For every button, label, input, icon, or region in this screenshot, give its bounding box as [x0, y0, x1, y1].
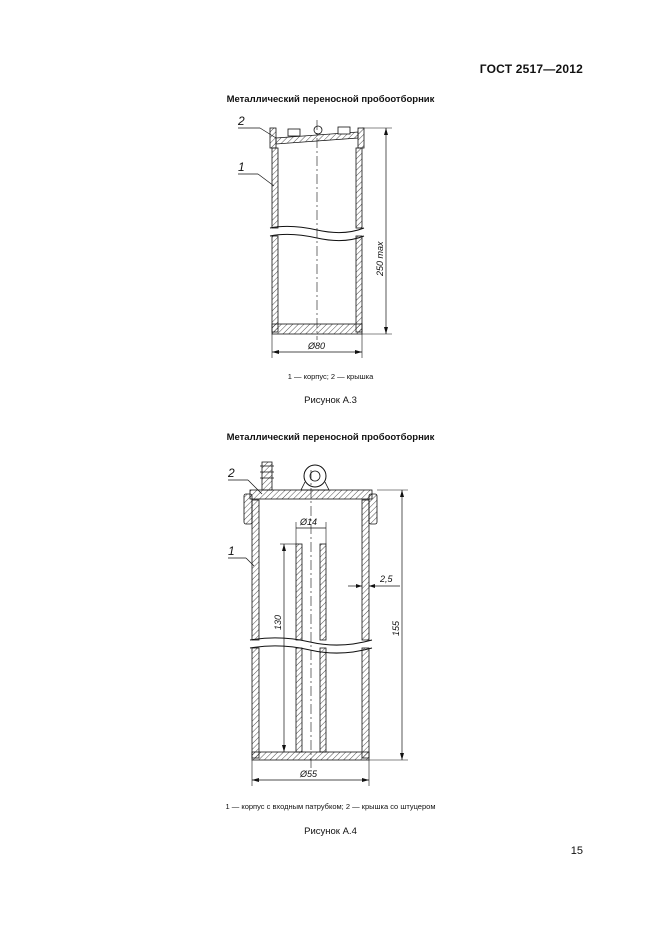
a4-lid [244, 462, 377, 524]
svg-text:1: 1 [238, 160, 245, 174]
page-header-standard: ГОСТ 2517—2012 [479, 62, 583, 76]
figure-a3-label: Рисунок А.3 [304, 395, 357, 406]
svg-text:250 max: 250 max [375, 241, 385, 276]
a4-wall-dimension [348, 574, 400, 588]
figure-a3-caption: 1 — корпус; 2 — крышка [287, 372, 374, 381]
svg-text:2: 2 [228, 466, 235, 480]
a4-tube-height-dimension [273, 544, 296, 752]
a4-diameter-dimension [252, 760, 369, 786]
svg-text:1: 1 [228, 544, 235, 558]
a4-callout-1 [228, 544, 254, 566]
page-number: 15 [570, 845, 583, 857]
svg-text:Ø14: Ø14 [300, 517, 318, 527]
svg-text:130: 130 [273, 614, 283, 630]
figure-a4-label: Рисунок А.4 [304, 826, 357, 837]
svg-text:155: 155 [391, 620, 401, 636]
figure-a4-title: Металлический переносной пробоотборник [226, 432, 435, 443]
svg-text:2: 2 [238, 114, 245, 128]
a4-height-dimension [369, 490, 408, 760]
figure-a3-title: Металлический переносной пробоотборник [226, 94, 435, 105]
svg-text:2,5: 2,5 [380, 574, 393, 584]
svg-text:Ø80: Ø80 [308, 341, 326, 351]
svg-text:Ø55: Ø55 [300, 769, 318, 779]
figure-a4-caption: 1 — корпус с входным патрубком; 2 — крышка со штуцером [225, 802, 436, 811]
